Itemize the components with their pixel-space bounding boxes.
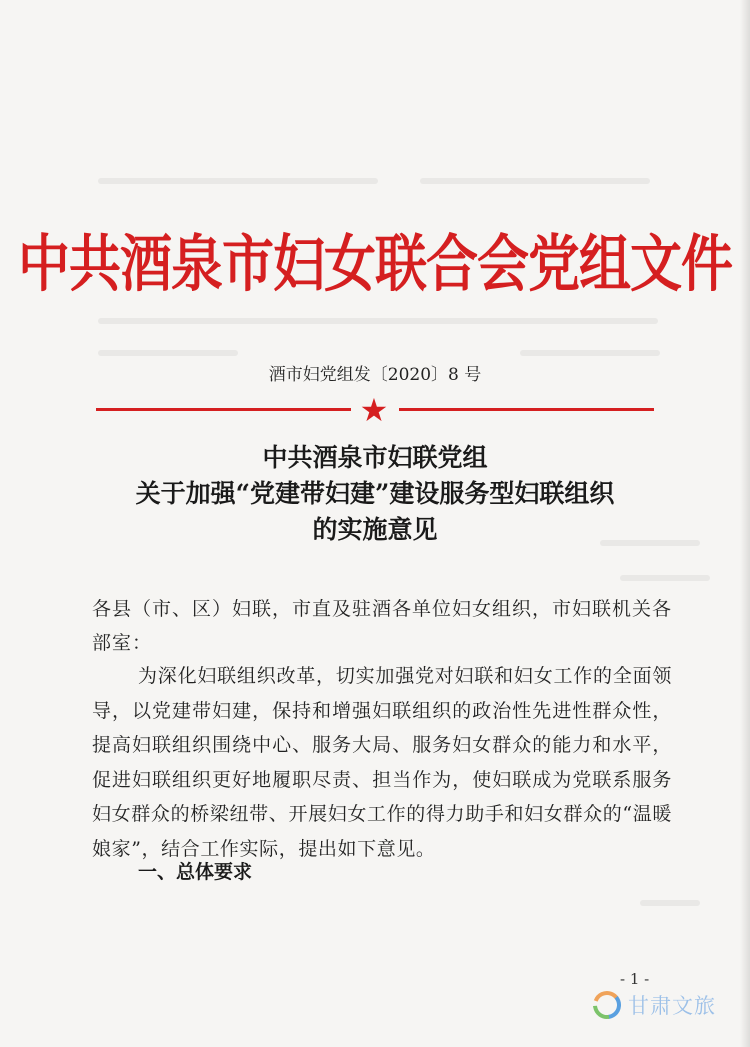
- bleed-through-mark: [98, 178, 378, 184]
- page-number: - 1 -: [620, 970, 650, 988]
- body-paragraph: 为深化妇联组织改革，切实加强党对妇联和妇女工作的全面领导，以党建带妇建，保持和增强妇联组织的政治性先进性群众性，提高妇联组织围绕中心、服务大局、服务妇女群众的能力和水平，促进妇联组织更好地履职尽责、担当作为，使妇联成为党联系服务妇女群众的桥梁纽带、开展妇女工作的得力助手和妇女群众的“温暖娘家”，结合工作实际，提出如下意见。: [92, 665, 672, 860]
- red-divider: [96, 391, 654, 429]
- bleed-through-mark: [620, 575, 710, 581]
- watermark-text: 甘肃文旅: [628, 994, 716, 1018]
- watermark: [592, 990, 716, 1020]
- divider-line-right: [399, 408, 654, 411]
- subject-line-1: 中共酒泉市妇联党组: [262, 443, 488, 472]
- bleed-through-mark: [420, 178, 650, 184]
- bleed-through-mark: [98, 318, 658, 324]
- page-edge-shadow: [740, 0, 750, 1047]
- subject-line-3: 的实施意见: [312, 515, 438, 544]
- section-heading: 一、总体要求: [138, 861, 253, 883]
- addressee: 各县（市、区）妇联，市直及驻酒各单位妇女组织，市妇联机关各部室：: [92, 598, 673, 654]
- bleed-through-mark: [640, 900, 700, 906]
- bleed-through-mark: [520, 350, 660, 356]
- document-header-title: 中共酒泉市妇女联合会党组文件: [17, 229, 732, 301]
- gansu-wenlv-logo-icon: [592, 990, 622, 1020]
- divider-line-left: [96, 408, 351, 411]
- document-number: 酒市妇党组发〔2020〕8 号: [268, 365, 482, 385]
- bleed-through-mark: [98, 350, 238, 356]
- red-star-icon: ★: [359, 391, 389, 429]
- subject-line-2: 关于加强“党建带妇建”建设服务型妇联组织: [135, 479, 615, 508]
